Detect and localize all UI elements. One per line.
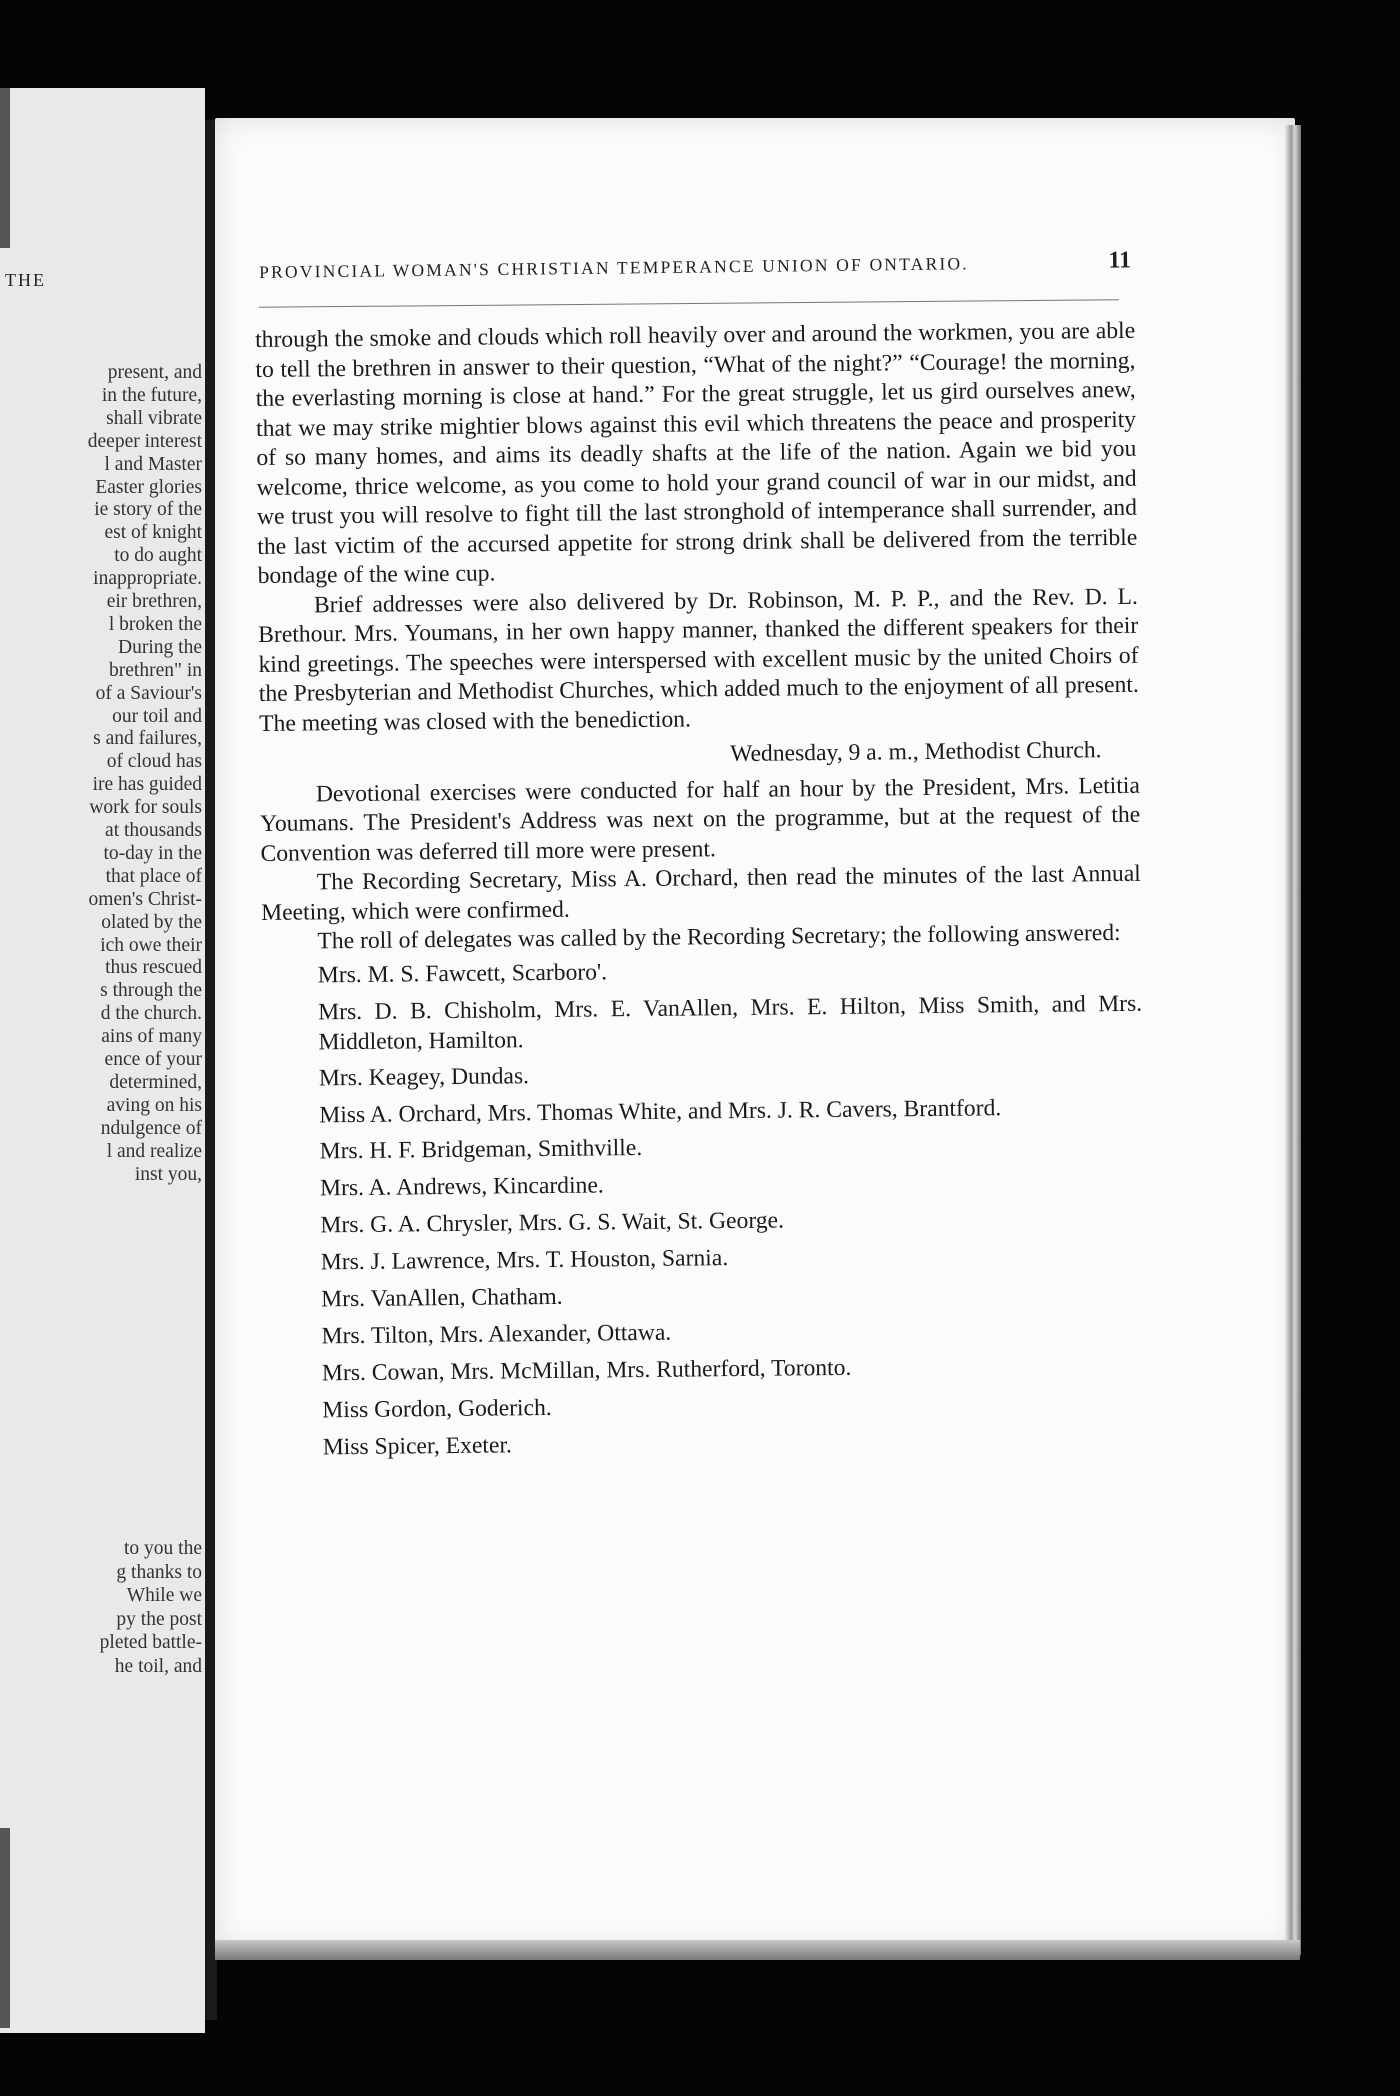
delegate-entry: Mrs. H. F. Bridgeman, Smithville. [319,1134,643,1164]
left-text-fragment: at thousands [105,820,202,841]
left-text-fragment: deeper interest [87,430,202,452]
running-title: PROVINCIAL WOMAN'S CHRISTIAN TEMPERANCE UNION OF ONTARIO. [259,253,969,282]
delegate-entry: Miss Gordon, Goderich. [322,1394,552,1423]
page-edge [1285,125,1301,1955]
left-text-fragment: l broken the [108,613,202,635]
left-text-fragment: While we [126,1585,202,1606]
left-text-fragment: shall vibrate [106,407,202,429]
left-text-fragment: of cloud has [106,751,202,773]
delegate-entry: Mrs. M. S. Fawcett, Scarboro'. [317,958,608,988]
binding-cloth [0,88,10,248]
left-text-fragment: to-day in the [103,842,202,864]
left-text-fragment: ire has guided [92,774,202,796]
left-text-fragment: aving on his [106,1094,202,1116]
left-text-fragment: to you the [124,1538,202,1559]
left-text-fragment: present, and [107,362,202,383]
delegate-entry: Mrs. D. B. Chisholm, Mrs. E. VanAllen, Mrs. E. Hilton, Miss Smith, and Mrs. Middleton, Hamilton. [318,990,1143,1055]
left-running-head: THE [5,270,46,290]
left-text-fragment: l and realize [106,1140,202,1162]
left-text-fragment: g thanks to [116,1561,202,1583]
left-text-fragment: to do aught [114,545,202,567]
left-text-fragment: in the future, [101,384,202,406]
delegate-entry: Miss A. Orchard, Mrs. Thomas White, and Mrs. J. R. Cavers, Brantford. [319,1094,1002,1128]
left-text-fragment: During the [118,636,202,658]
delegate-entry: Mrs. Keagey, Dundas. [318,1062,530,1091]
left-text-fragment: inappropriate. [93,568,202,590]
left-text-fragment: olated by the [101,911,202,933]
left-text-fragment: inst you, [134,1163,202,1185]
left-text-fragment: ains of many [101,1026,202,1048]
page-number: 11 [1108,247,1132,274]
left-text-fragment: thus rescued [105,957,202,979]
left-text-fragment: omen's Christ- [88,888,202,910]
paragraph-devotional: Devotional exercises were conducted for half an hour by the President, Mrs. Letitia Youmans. The President's Address was next on the programme, but at the request of the Convention was deferred till more were present. [260,772,1141,867]
left-text-fragment: our toil and [112,705,202,727]
delegate-entry: Mrs. Tilton, Mrs. Alexander, Ottawa. [321,1319,672,1349]
left-text-fragment: brethren" in [109,659,202,681]
left-text-fragment: of a Saviour's [95,682,202,704]
left-text-fragment: eir brethren, [106,591,202,612]
left-text-fragment: ndulgence of [100,1117,202,1139]
paragraph-roll-call: The roll of delegates was called by the Recording Secretary; the following answered: [317,919,1121,955]
page-bottom-edge [215,1940,1300,1960]
left-text-fragment: d the church. [100,1003,202,1025]
left-text-fragment: that place of [105,865,202,887]
paragraph-addresses: Brief addresses were also delivered by Dr. Robinson, M. P. P., and the Rev. D. L. Brethour. Mrs. Youmans, in her own happy manner, thanked the different speakers for their kind greetings. The speeches were interspersed with excellent music by the united Choirs of the Presbyterian and Methodist Churches, which added much to the enjoyment of all present. The meeting was closed with the benediction. [258,583,1139,737]
paragraph-continuation: through the smoke and clouds which roll heavily over and around the workmen, you are able to tell the brethren in answer to their question, “What of the night?” “Courage! the morning, the everlasting morning is close at hand.” For the great struggle, let us gird ourselves anew, that we may strike mightier blows against this evil which threatens the peace and prosperity of so many homes, and aims its deadly shafts at the life of the nation. Again we bid you welcome, thrice welcome, as you come to hold your grand council of war in our midst, and we trust you will resolve to fight till the last stronghold of intemperance shall surrender, and the last victim of the accursed appetite for strong drink shall be delivered from the terrible bondage of the wine cup. [255,317,1138,589]
delegate-entry: Miss Spicer, Exeter. [322,1431,512,1460]
left-text-fragment: Easter glories [95,476,202,498]
header-rule [259,299,1119,308]
left-text-fragment: ence of your [104,1049,202,1070]
page-content [255,247,1143,1467]
delegate-entry: Mrs. Cowan, Mrs. McMillan, Mrs. Rutherford, Toronto. [321,1354,852,1386]
body-text [255,317,1147,1467]
paragraph-minutes: The Recording Secretary, Miss A. Orchard, then read the minutes of the last Annual Meeting, which were confirmed. [261,860,1141,926]
left-text-fragment: he toil, and [114,1655,202,1677]
delegate-entry: Mrs. J. Lawrence, Mrs. T. Houston, Sarnia. [320,1244,729,1275]
left-text-fragment: est of knight [104,522,202,544]
delegate-roll [262,948,1147,1466]
delegate-entry: Mrs. G. A. Chrysler, Mrs. G. S. Wait, St. George. [320,1207,785,1238]
left-text-fragment: py the post [116,1608,202,1630]
left-text-fragment: determined, [109,1071,202,1093]
left-text-fragment: ie story of the [94,499,202,521]
left-text-fragment: work for souls [89,797,202,819]
delegate-entry: Mrs. VanAllen, Chatham. [321,1283,563,1312]
left-text-fragment: pleted battle- [99,1632,202,1653]
session-dateline: Wednesday, 9 a. m., Methodist Church. [729,737,1102,768]
binding-cloth-lower [0,1828,10,2028]
left-text-fragment: ich owe their [100,934,202,956]
left-text-fragment: l and Master [104,453,202,475]
left-text-fragment: s through the [100,980,202,1002]
left-text-fragment: s and failures, [93,728,202,750]
delegate-entry: Mrs. A. Andrews, Kincardine. [319,1171,604,1201]
